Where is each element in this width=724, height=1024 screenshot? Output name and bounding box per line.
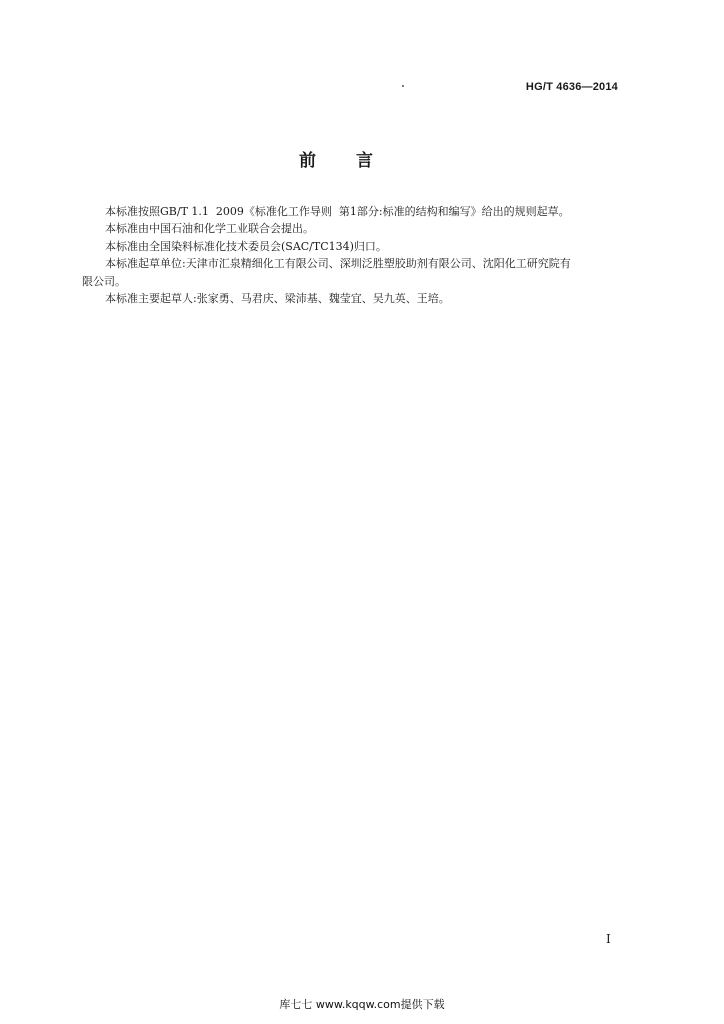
page-title: 前言 [299,151,413,171]
page-number: I [606,932,611,946]
standard-number: HG/T 4636—2014 [525,81,618,93]
foreword-body [82,203,642,307]
paragraph-proposer: 本标准由中国石油和化学工业联合会提出。 [105,222,314,236]
paragraph-drafting-units-continued: 限公司。 [82,274,126,288]
download-footer: 库七七 www.kqqw.com提供下载 [279,998,445,1011]
scan-speck [402,85,404,87]
paragraph-drafters: 本标准主要起草人:张家勇、马君庆、梁沛基、魏莹宜、吴九英、王培。 [105,292,450,306]
paragraph-drafting-rules: 本标准按照GB/T 1.1 2009《标准化工作导则 第1部分:标准的结构和编写》给出的规则起草。 [105,205,570,218]
paragraph-administrator: 本标准由全国染料标准化技术委员会(SAC/TC134)归口。 [105,239,387,253]
paragraph-drafting-units: 本标准起草单位:天津市汇泉精细化工有限公司、深圳泛胜塑胶助剂有限公司、沈阳化工研究院有 [105,257,571,271]
